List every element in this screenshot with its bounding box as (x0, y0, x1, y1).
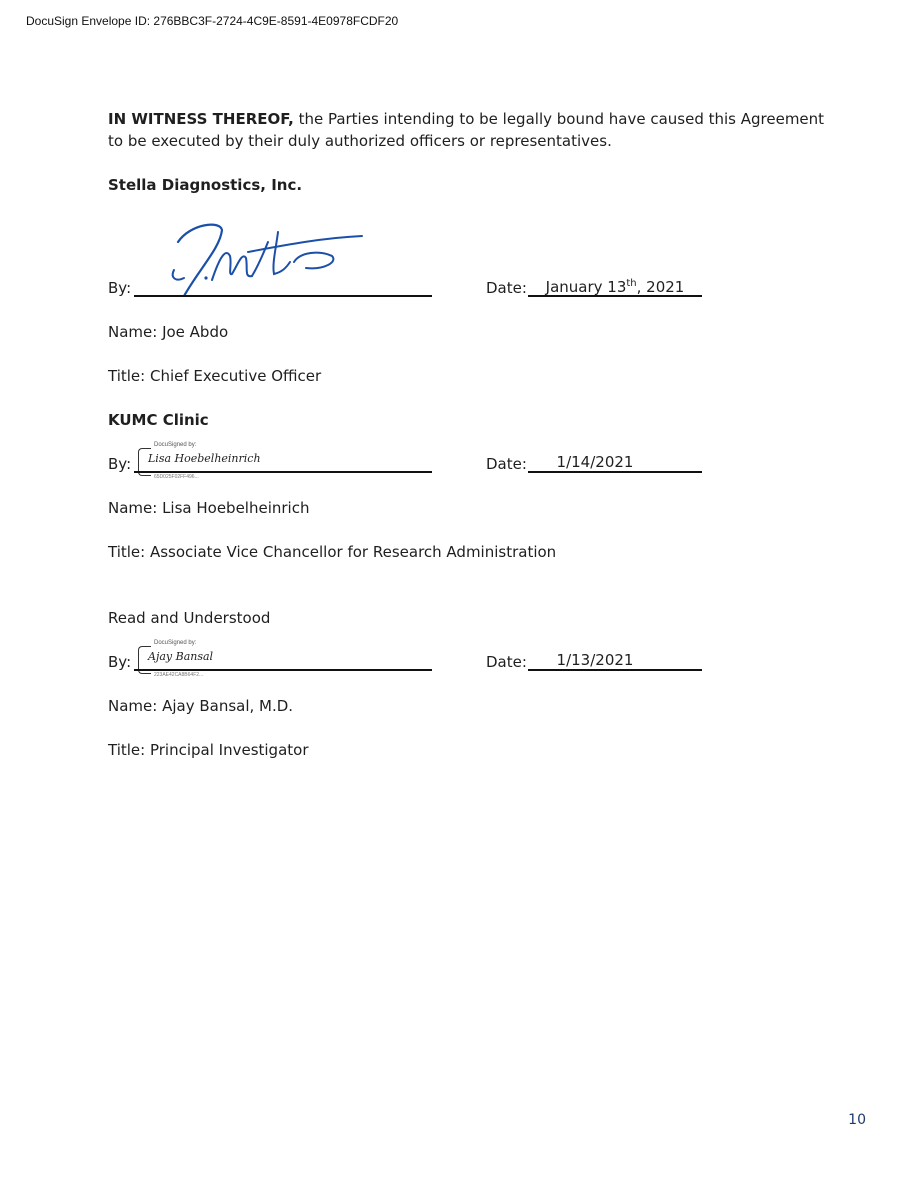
party3-heading: Read and Understood (108, 609, 271, 627)
party2-date-line (528, 471, 702, 473)
witness-paragraph (108, 108, 828, 152)
signature-joe-abdo (160, 212, 370, 298)
envelope-id: DocuSign Envelope ID: 276BBC3F-2724-4C9E-8591-4E0978FCDF20 (26, 14, 399, 28)
witness-body: the Parties intending to be legally bound have caused this Agreement to be executed by their duly authorized officers or representatives. (108, 110, 825, 150)
party2-signature: Lisa Hoebelheinrich (148, 452, 261, 465)
party2-by-label: By: (108, 455, 132, 473)
party1-signature-line (134, 295, 432, 297)
party2-date-value: 1/14/2021 (556, 453, 634, 471)
party1-title: Title: Chief Executive Officer (108, 367, 322, 385)
party2-signature-line (134, 471, 432, 473)
party2-date-label: Date: (486, 455, 527, 473)
party1-date-value: January 13th, 2021 (545, 278, 685, 296)
party1-date-label: Date: (486, 279, 527, 297)
party2-signature-id: 65D025F02FF496... (154, 474, 199, 480)
party1-org: Stella Diagnostics, Inc. (108, 176, 303, 194)
party3-signature: Ajay Bansal (148, 650, 214, 663)
witness-lead: IN WITNESS THEREOF, (108, 110, 294, 128)
party3-date-line (528, 669, 702, 671)
party3-date-label: Date: (486, 653, 527, 671)
party3-signature-id: 223AE42CA8B64F2... (154, 672, 204, 678)
party2-docusigned-label: DocuSigned by: (154, 442, 197, 448)
party3-name: Name: Ajay Bansal, M.D. (108, 697, 294, 715)
party1-name: Name: Joe Abdo (108, 323, 229, 341)
party3-docusigned-label: DocuSigned by: (154, 640, 197, 646)
party3-signature-line (134, 669, 432, 671)
party1-date-line (528, 295, 702, 297)
party2-name: Name: Lisa Hoebelheinrich (108, 499, 310, 517)
party1-by-label: By: (108, 279, 132, 297)
party3-date-value: 1/13/2021 (556, 651, 634, 669)
page-number: 10 (848, 1112, 866, 1128)
party2-title: Title: Associate Vice Chancellor for Research Administration (108, 543, 557, 561)
party3-by-label: By: (108, 653, 132, 671)
party3-title: Title: Principal Investigator (108, 741, 309, 759)
party2-org: KUMC Clinic (108, 411, 209, 429)
